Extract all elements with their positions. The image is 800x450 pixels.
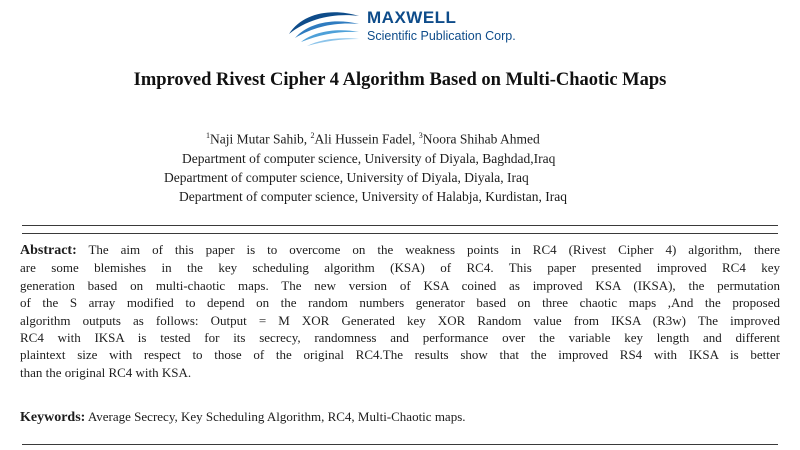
keywords-heading: Keywords: — [20, 410, 86, 425]
publisher-name: MAXWELL — [367, 8, 457, 27]
author-2-superscript: 2 — [310, 131, 315, 140]
abstract-line-8: than the original RC4 with KSA. — [20, 364, 192, 380]
paper-title: Improved Rivest Cipher 4 Algorithm Based on Multi-Chaotic Maps — [133, 70, 667, 90]
divider-bottom — [22, 444, 778, 445]
author-2-name: Ali Hussein Fadel, — [314, 131, 419, 147]
author-3-name: Noora Shihab Ahmed — [422, 131, 540, 147]
abstract-line-5: algorithm outputs as follows: Output = M XOR Generated key XOR Random value from IKSA (R3w) The improved — [20, 312, 780, 328]
author-1-superscript: 1 — [206, 131, 210, 140]
abstract-line-4: of the S array modified to depend on the random numbers generator based on three chaotic maps ,And the proposed — [20, 295, 780, 311]
author-1-name: Naji Mutar Sahib, — [210, 131, 311, 147]
keywords-text: Average Secrecy, Key Scheduling Algorithm, RC4, Multi-Chaotic maps. — [85, 409, 466, 424]
author-3-superscript: 3 — [418, 131, 423, 140]
affiliation-3: Department of computer science, University of Halabja, Kurdistan, Iraq — [179, 189, 567, 204]
keywords-section — [20, 409, 466, 426]
abstract-line-6: RC4 with IKSA is tested for its secrecy, randomness and performance over the variable key length and different — [20, 330, 780, 346]
divider-top-second — [22, 233, 778, 234]
abstract-line-3: generation based on multi-chaotic maps. The new version of KSA coined as improved KSA (IKSA), the permutation — [20, 277, 780, 293]
abstract-line-1-text: The aim of this paper is to overcome on the weakness points in RC4 (Rivest Cipher 4) algorithm, there — [76, 242, 780, 257]
abstract-line-1 — [20, 241, 780, 259]
abstract-line-7: plaintext size with respect to those of the original RC4.The results show that the improved RS4 with IKSA is better — [20, 347, 780, 363]
divider-top — [22, 225, 778, 226]
abstract-section — [20, 241, 780, 381]
abstract-line-2: are some blemishes in the key scheduling algorithm (KSA) of RC4. This paper presented improved RC4 key — [20, 260, 780, 276]
publisher-tagline: Scientific Publication Corp. — [367, 29, 516, 43]
publisher-logo — [285, 2, 535, 54]
abstract-heading: Abstract: — [20, 243, 77, 258]
affiliation-1: Department of computer science, University of Diyala, Baghdad,Iraq — [182, 151, 556, 166]
maxwell-swoosh-icon — [285, 4, 361, 50]
affiliation-2: Department of computer science, University of Diyala, Diyala, Iraq — [164, 170, 529, 185]
author-list — [206, 131, 540, 148]
